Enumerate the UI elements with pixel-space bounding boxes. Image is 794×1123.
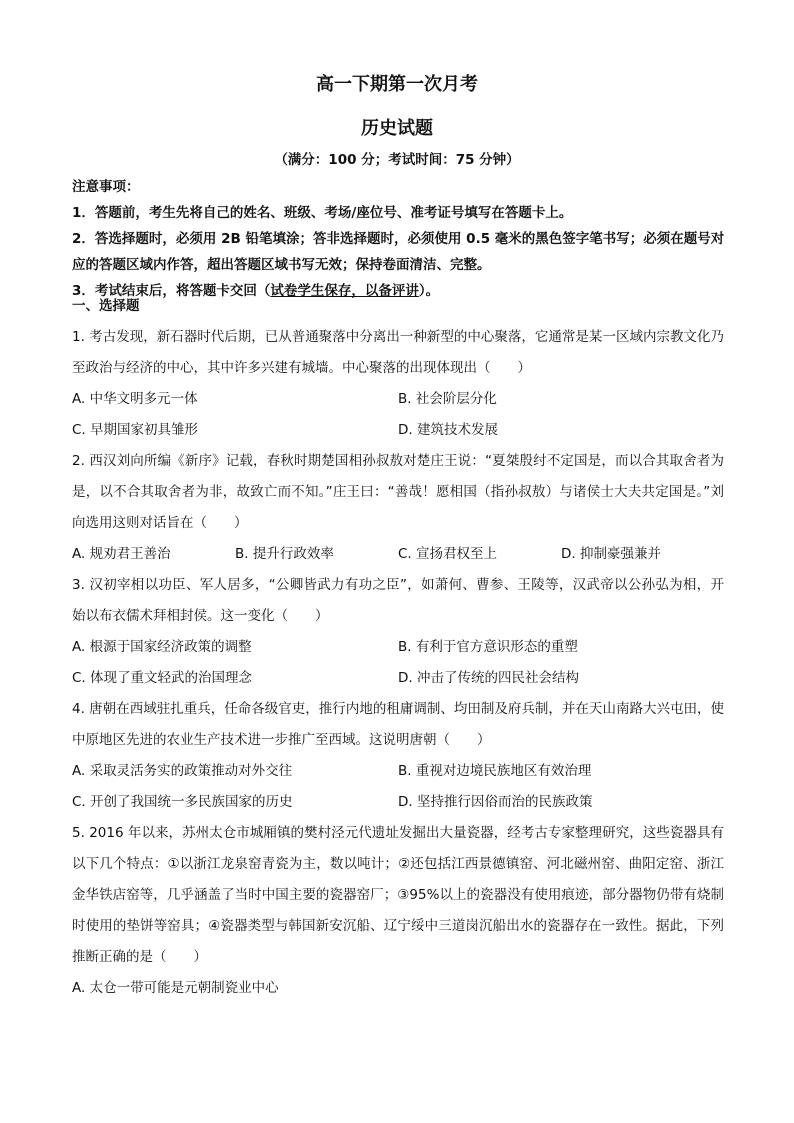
option-list bbox=[72, 384, 724, 446]
option-c: C. 体现了重文轻武的治国理念 bbox=[72, 670, 253, 686]
note-item-3 bbox=[72, 278, 732, 304]
notes-heading: 注意事项： bbox=[72, 179, 140, 195]
option-d: D. 冲击了传统的四民社会结构 bbox=[398, 670, 579, 686]
option-b: B. 重视对边境民族地区有效治理 bbox=[398, 763, 592, 779]
question-5 bbox=[72, 818, 724, 1004]
exam-title: 高一下期第一次月考 bbox=[316, 74, 478, 95]
question-stem: 4. 唐朝在西域驻扎重兵，任命各级官吏，推行内地的租庸调制、均田制及府兵制，并在天山南路大兴屯田，使中原地区先进的农业生产技术进一步推广至西域。这说明唐朝（ ） bbox=[72, 701, 724, 748]
notes-block bbox=[72, 174, 732, 304]
question-stem: 1. 考古发现，新石器时代后期，已从普通聚落中分离出一种新型的中心聚落，它通常是某一区域内宗教文化乃至政治与经济的中心，其中许多兴建有城墙。中心聚落的出现体现出（ ） bbox=[72, 329, 724, 376]
question-2 bbox=[72, 446, 724, 570]
option-c: C. 早期国家初具雏形 bbox=[72, 422, 199, 438]
option-d: D. 抑制豪强兼并 bbox=[561, 546, 661, 562]
question-4 bbox=[72, 694, 724, 818]
option-c: C. 宣扬君权至上 bbox=[398, 546, 498, 562]
option-c: C. 开创了我国统一多民族国家的历史 bbox=[72, 794, 293, 810]
question-stem: 5. 2016 年以来，苏州太仓市城厢镇的樊村泾元代遗址发掘出大量瓷器，经考古专家整理研究，这些瓷器具有以下几个特点：①以浙江龙泉窑青瓷为主，数以吨计；②还包括江西景德镇窑、河北磁州窑、曲阳定窑、浙江金华铁店窑等，几乎涵盖了当时中国主要的瓷器窑厂；③95%以上的瓷器没有使用痕迹，部分器物仍带有烧制时使用的垫饼等窑具；④瓷器类型与韩国新安沉船、辽宁绥中三道岗沉船出水的瓷器存在一致性。据此，下列推断正确的是（ ） bbox=[72, 825, 724, 965]
option-b: B. 提升行政效率 bbox=[235, 546, 334, 562]
note-item-1: 1．答题前，考生先将自己的姓名、班级、考场/座位号、准考证号填写在答题卡上。 bbox=[72, 205, 573, 221]
note-item-2: 2．答选择题时，必须用 2B 铅笔填涂；答非选择题时，必须使用 0.5 毫米的黑色签字笔书写；必须在题号对应的答题区域内作答，超出答题区域书写无效；保持卷面清洁、完整。 bbox=[72, 231, 725, 273]
question-list bbox=[72, 322, 724, 1004]
option-list bbox=[72, 973, 724, 1004]
option-a: A. 规劝君王善治 bbox=[72, 546, 171, 562]
option-list bbox=[72, 632, 724, 694]
option-b: B. 社会阶层分化 bbox=[398, 391, 497, 407]
subject-title: 历史试题 bbox=[361, 118, 433, 139]
question-stem: 2. 西汉刘向所编《新序》记载，春秋时期楚国相孙叔敖对楚庄王说：“夏桀殷纣不定国是，而以合其取舍者为是，以不合其取舍者为非，故致亡而不知。”庄王曰：“善哉！愿相国（指孙叔敖）与诸侯士大夫共定国是。”刘向选用这则对话旨在（ ） bbox=[72, 453, 724, 531]
question-1 bbox=[72, 322, 724, 446]
note-item-3-prefix: 3．考试结束后，将答题卡交回（ bbox=[72, 283, 271, 299]
note-item-3-suffix: ）。 bbox=[418, 283, 440, 299]
exam-info: （满分：100 分；考试时间：75 分钟） bbox=[274, 152, 520, 168]
option-d: D. 建筑技术发展 bbox=[398, 422, 498, 438]
option-a: A. 太仓一带可能是元朝制瓷业中心 bbox=[72, 980, 279, 996]
option-a: A. 根源于国家经济政策的调整 bbox=[72, 639, 252, 655]
option-a: A. 中华文明多元一体 bbox=[72, 391, 198, 407]
option-b: B. 有利于官方意识形态的重塑 bbox=[398, 639, 578, 655]
note-item-3-underlined: 试卷学生保存，以备评讲 bbox=[270, 283, 419, 299]
question-3 bbox=[72, 570, 724, 694]
question-stem: 3. 汉初宰相以功臣、军人居多，“公卿皆武力有功之臣”，如萧何、曹参、王陵等，汉武帝以公孙弘为相，开始以布衣儒术拜相封侯。这一变化（ ） bbox=[72, 577, 724, 624]
option-list bbox=[72, 756, 724, 818]
option-d: D. 坚持推行因俗而治的民族政策 bbox=[398, 794, 593, 810]
option-list bbox=[72, 539, 724, 570]
option-a: A. 采取灵活务实的政策推动对外交往 bbox=[72, 763, 293, 779]
section-heading: 一、选择题 bbox=[72, 298, 140, 314]
